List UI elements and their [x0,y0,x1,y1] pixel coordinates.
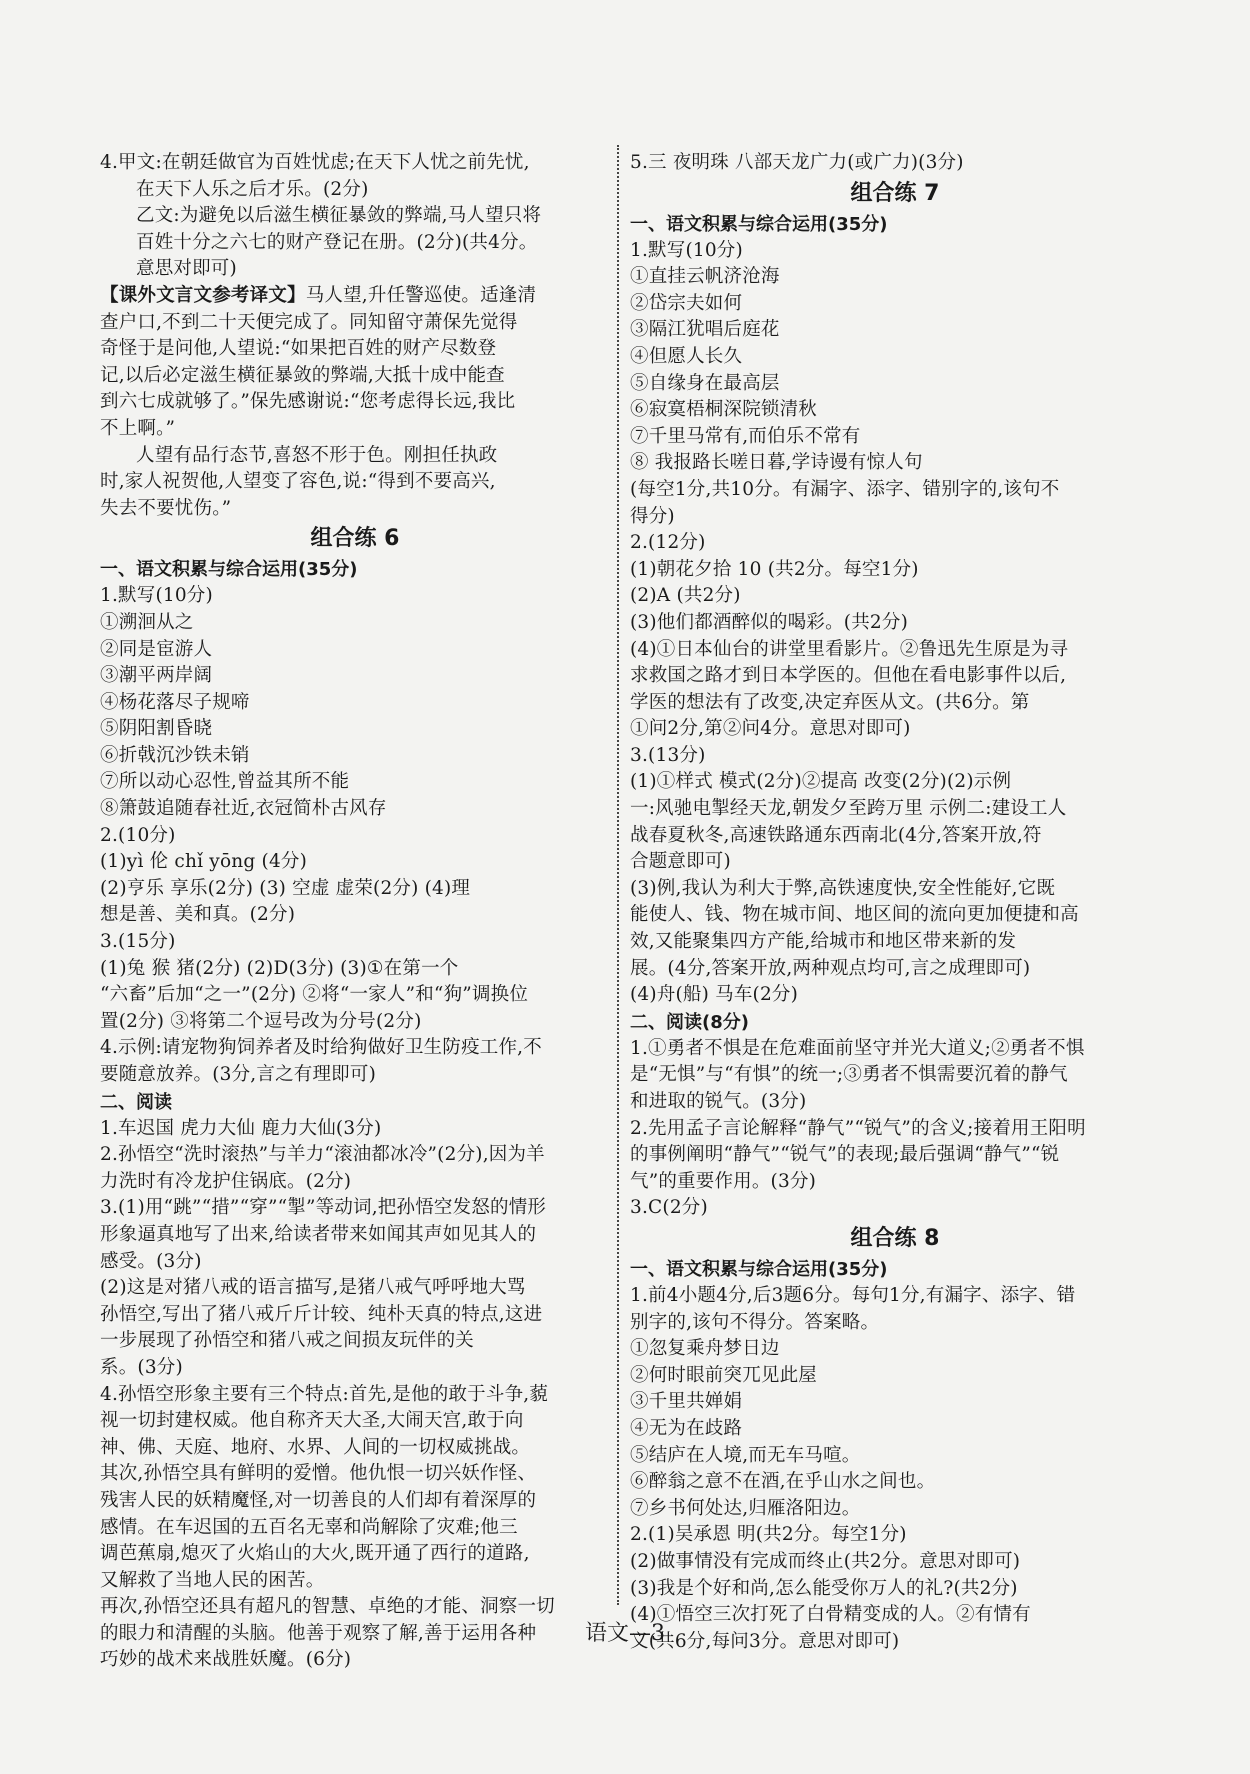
text-line: ①问2分,第②问4分。意思对即可) [630,718,911,740]
text-line: (4)舟(船) 马车(2分) [630,984,799,1006]
text-line: 百姓十分之六七的财产登记在册。(2分)(共4分。 [136,231,538,253]
text-line: 失去不要忧伤。” [100,497,232,519]
text-line: 2.先用孟子言论解释“静气”“锐气”的含义;接着用王阳明 [630,1117,1086,1139]
text-line: 一:风驰电掣经天龙,朝发夕至跨万里 示例二:建设工人 [630,798,1067,820]
text-line: 1.默写(10分) [100,585,213,607]
text-line: 1.①勇者不惧是在危难面前坚守并光大道义;②勇者不惧 [630,1037,1085,1059]
text-line: 系。(3分) [100,1356,183,1378]
section-heading: 一、语文积累与综合运用(35分) [100,559,358,581]
column-divider [617,145,619,1605]
section-heading: 一、语文积累与综合运用(35分) [630,1258,888,1280]
pinyin-line: (1)yì 伦 chǐ yōng (4分) [100,851,308,873]
text-line: 想是善、美和真。(2分) [100,904,296,926]
text-line: 效,又能聚集四方产能,给城市和地区带来新的发 [630,931,1017,953]
text-line: 巧妙的战术来战胜妖魔。(6分) [100,1649,352,1671]
text-line: 别字的,该句不得分。答案略。 [630,1311,880,1333]
text-line: 2.孙悟空“洗时滚热”与羊力“滚油都冰冷”(2分),因为羊 [100,1144,545,1166]
text-line: 残害人民的妖精魔怪,对一切善良的人们却有着深厚的 [100,1489,537,1511]
text-line: 2.(12分) [630,532,706,554]
text-line: (2)这是对猪八戒的语言描写,是猪八戒气呼呼地大骂 [100,1277,526,1299]
text-line: 不上啊。” [100,417,176,439]
text-line: 1.前4小题4分,后3题6分。每句1分,有漏字、添字、错 [630,1284,1076,1306]
text-line: 1.车迟国 虎力大仙 鹿力大仙(3分) [100,1117,382,1139]
text-line: ①忽复乘舟梦日边 [630,1338,780,1360]
text-line: ①溯洄从之 [100,611,194,633]
text-line: 4.甲文:在朝廷做官为百姓忧虑;在天下人忧之前先忧, [100,152,530,173]
text-line: 时,家人祝贺他,人望变了容色,说:“得到不要高兴, [100,471,496,493]
left-column [100,150,610,1674]
translation-label: 【课外文言文参考译文】 [100,284,306,306]
text-line: 学医的想法有了改变,决定弃医从文。(共6分。第 [630,691,1030,713]
text-line: 是“无惧”与“有惧”的统一;③勇者不惧需要沉着的静气 [630,1064,1068,1086]
text-line: ④无为在歧路 [630,1417,743,1439]
text-line: 感受。(3分) [100,1250,202,1272]
text-line: 能使人、钱、物在城市间、地区间的流向更加便捷和高 [630,904,1079,926]
text-line: ③隔江犹唱后庭花 [630,319,780,341]
text-line: 合题意即可) [630,851,731,873]
text-line: ⑧箫鼓追随春社近,衣冠简朴古风存 [100,798,387,820]
text-line: ③千里共婵娟 [630,1391,743,1413]
text-line: ④杨花落尽子规啼 [100,691,250,713]
text-line: 的眼力和清醒的头脑。他善于观察了解,善于运用各种 [100,1622,537,1644]
text-line: 的事例阐明“静气”“锐气”的表现;最后强调“静气”“锐 [630,1144,1060,1166]
text-line: (1)兔 猴 猪(2分) (2)D(3分) (3)①在第一个 [100,957,459,979]
text-line: ②何时眼前突兀见此屋 [630,1364,818,1386]
text-line: 意思对即可) [136,258,237,280]
section-heading: 二、阅读(8分) [630,1011,749,1033]
section-6-part-2 [100,1116,610,1674]
text-line: 奇怪于是问他,人望说:“如果把百姓的财产尽数登 [100,338,497,360]
text-line: (1)朝花夕拾 10 (共2分。每空1分) [630,558,919,580]
text-line: ⑤阴阳割昏晓 [100,718,213,740]
section-7-part-2 [630,1036,1160,1222]
text-line: 2.(10分) [100,824,176,846]
text-line: 查户口,不到二十天便完成了。同知留守萧保先觉得 [100,311,518,333]
text-line: ④但愿人长久 [630,345,743,367]
text-line: (3)例,我认为利大于弊,高铁速度快,安全性能好,它既 [630,877,1056,899]
text-line: ②同是宦游人 [100,638,213,660]
text-line: ②岱宗夫如何 [630,292,743,314]
text-line: 求救国之路才到日本学医的。但他在看电影事件以后, [630,665,1067,687]
text-line: 孙悟空,写出了猪八戒斤斤计较、纯朴天真的特点,这进 [100,1303,543,1325]
text-line: 到六七成就够了。”保先感谢说:“您考虑得长远,我比 [100,391,516,413]
text-line: 义(共6分,每问3分。意思对即可) [630,1630,900,1652]
text-line: 得分) [630,505,675,527]
section-title-8: 组合练 8 [850,1225,940,1251]
text-line: ①直挂云帆济沧海 [630,266,780,288]
text-line: 视一切封建权威。他自称齐天大圣,大闹天宫,敢于向 [100,1410,524,1432]
text-line: 一步展现了孙悟空和猪八戒之间损友玩伴的关 [100,1330,475,1352]
text-line: 置(2分) ③将第二个逗号改为分号(2分) [100,1010,422,1032]
text-line: 在天下人乐之后才乐。(2分) [136,178,369,200]
text-line: 4.示例:请宠物狗饲养者及时给狗做好卫生防疫工作,不 [100,1037,542,1059]
section-title-6: 组合练 6 [310,526,400,552]
text-line: ③潮平两岸阔 [100,665,213,687]
text-line: (2)A (共2分) [630,585,741,607]
text-line: (每空1分,共10分。有漏字、添字、错别字的,该句不 [630,478,1060,500]
text-line: 力洗时有冷龙护住锅底。(2分) [100,1170,352,1192]
text-line: (3)他们都酒醉似的喝彩。(共2分) [630,611,909,633]
text-line: 3.(13分) [630,744,706,766]
text-line: 3.(1)用“跳”“措”“穿”“掣”等动词,把孙悟空发怒的情形 [100,1197,547,1219]
text-line: ⑥寂寞梧桐深院锁清秋 [630,399,818,421]
text-line: (4)①悟空三次打死了白骨精变成的人。②有情有 [630,1604,1031,1626]
text-line: 再次,孙悟空还具有超凡的智慧、卓绝的才能、洞察一切 [100,1596,555,1618]
text-line: 气”的重要作用。(3分) [630,1170,817,1192]
text-line: 【课外文言文参考译文】马人望,升任警巡使。适逢清 [100,284,537,306]
text-line: 形象逼真地写了出来,给读者带来如闻其声如见其人的 [100,1223,537,1245]
text-line: 调芭蕉扇,熄灭了火焰山的大火,既开通了西行的道路, [100,1543,530,1565]
text-line: (2)做事情没有完成而终止(共2分。意思对即可) [630,1550,1021,1572]
text-line: 4.孙悟空形象主要有三个特点:首先,是他的敢于斗争,藐 [100,1383,549,1405]
text-line: (2)亨乐 享乐(2分) (3) 空虚 虚荣(2分) (4)理 [100,877,471,899]
text-line: ⑤结庐在人境,而无车马喧。 [630,1444,861,1466]
text-line: ⑦乡书何处达,归雁洛阳边。 [630,1497,861,1519]
text-line: 记,以后必定滋生横征暴敛的弊端,大抵十成中能查 [100,364,505,386]
right-column [630,150,1160,1655]
text-line: 要随意放养。(3分,言之有理即可) [100,1064,376,1085]
text-line: 3.(15分) [100,931,176,953]
section-4-answer [100,150,610,283]
text-line: (3)我是个好和尚,怎么能受你万人的礼?(共2分) [630,1577,1018,1599]
text-line: ⑦千里马常有,而伯乐不常有 [630,425,861,447]
text-line: 战春夏秋冬,高速铁路通东西南北(4分,答案开放,符 [630,824,1042,846]
text-line: ⑤自缘身在最高层 [630,372,780,394]
text-line: ⑥醉翁之意不在酒,在乎山水之间也。 [630,1471,936,1493]
text-line: 乙文:为避免以后滋生横征暴敛的弊端,马人望只将 [136,205,542,227]
text-line: 5.三 夜明珠 八部天龙广力(或广力)(3分) [630,152,964,173]
text-line: 和进取的锐气。(3分) [630,1091,807,1112]
text-line: 展。(4分,答案开放,两种观点均可,言之成理即可) [630,957,1031,979]
text-line: 其次,孙悟空具有鲜明的爱憎。他仇恨一切兴妖作怪、 [100,1463,537,1485]
text-line: 神、佛、天庭、地府、水界、人间的一切权威挑战。 [100,1436,531,1458]
section-heading: 二、阅读 [100,1091,172,1113]
text-line: 人望有品行态节,喜怒不形于色。刚担任执政 [136,444,498,466]
text-line: ⑧ 我报路长嗟日暮,学诗谩有惊人句 [630,452,923,474]
text-line: 1.默写(10分) [630,239,743,261]
text-line: (4)①日本仙台的讲堂里看影片。②鲁迅先生原是为寻 [630,638,1069,660]
text-line: 2.(1)吴承恩 明(共2分。每空1分) [630,1524,907,1546]
text-line: ⑦所以动心忍性,曾益其所不能 [100,771,350,793]
section-8-part-1 [630,1283,1160,1655]
section-title-7: 组合练 7 [850,180,940,206]
text-line: (1)①样式 模式(2分)②提高 改变(2分)(2)示例 [630,771,1012,793]
section-7-part-1 [630,238,1160,1009]
text-line: “六畜”后加“之一”(2分) ②将“一家人”和“狗”调换位 [100,984,529,1006]
text-line: 感情。在车迟国的五百名无辜和尚解除了灾难;他三 [100,1516,518,1538]
text-line: ⑥折戟沉沙铁未销 [100,744,250,766]
section-heading: 一、语文积累与综合运用(35分) [630,213,888,235]
text-line: 又解救了当地人民的困苦。 [100,1569,325,1591]
section-6-part-1 [100,583,610,1088]
page-footer: 语文—3 [585,1621,665,1646]
text-line: 3.C(2分) [630,1197,708,1219]
translation-block [100,283,610,522]
